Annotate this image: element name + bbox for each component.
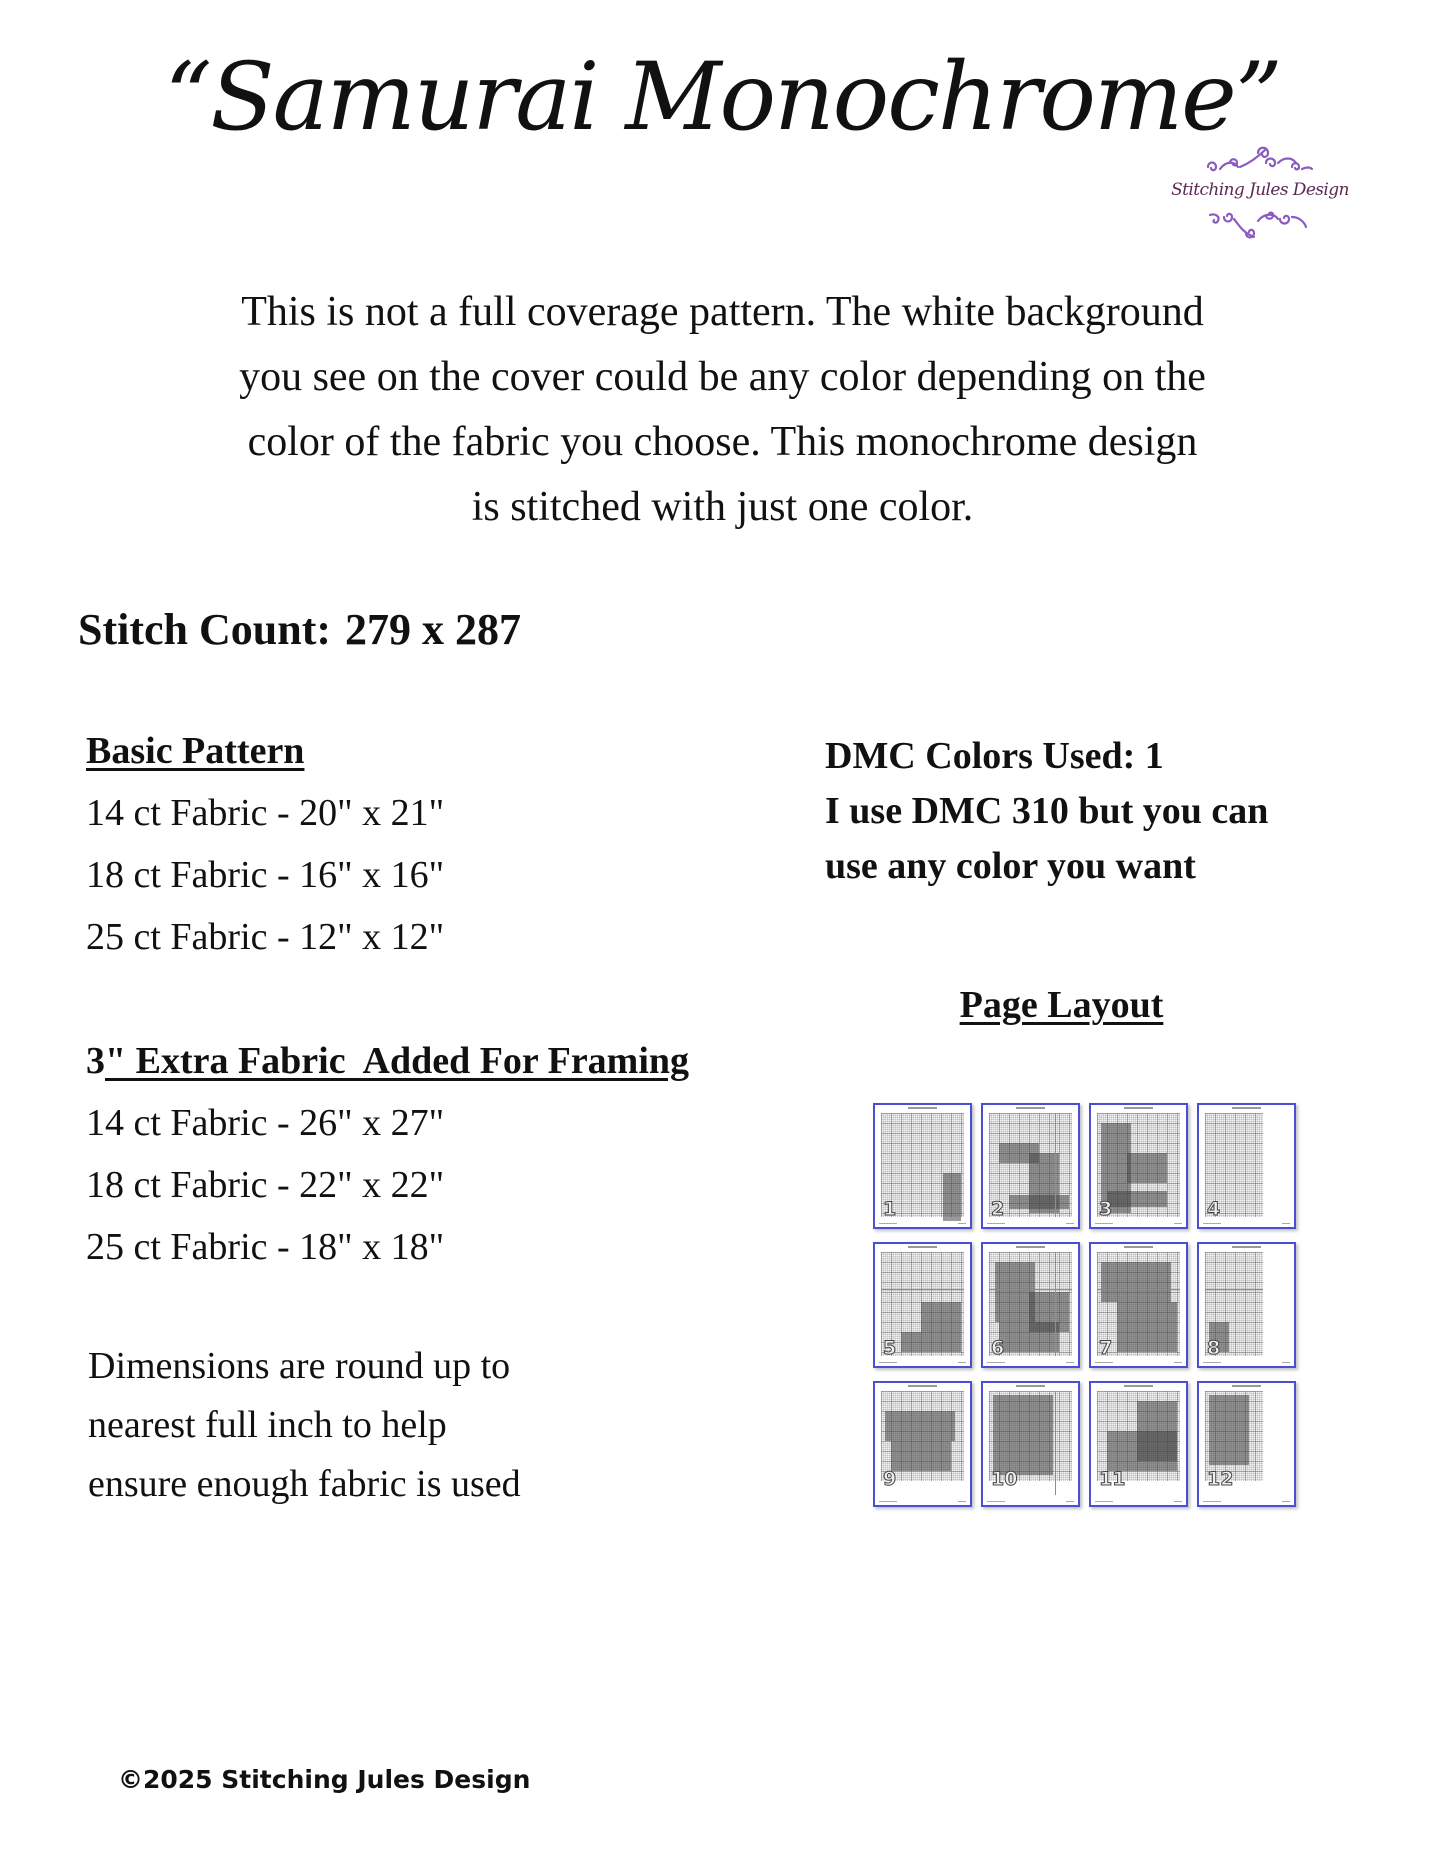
page-thumbnail xyxy=(1089,1381,1188,1507)
fabric-size-item: 18 ct Fabric - 16" x 16" xyxy=(86,854,445,896)
thumbnail-pattern-area xyxy=(901,1332,961,1352)
thumbnail-footer xyxy=(879,1501,966,1503)
stitch-count xyxy=(78,603,521,657)
thumbnail-footer xyxy=(1095,1223,1182,1225)
thumbnail-pattern-area xyxy=(921,1302,961,1332)
thumbnail-pattern-area xyxy=(943,1173,961,1221)
page-thumbnail xyxy=(981,1381,1080,1507)
dmc-line: DMC Colors Used: 1 xyxy=(825,735,1164,777)
page-number-label: 2 xyxy=(991,1198,1005,1220)
thumbnail-center-line xyxy=(881,1289,964,1290)
thumbnail-footer xyxy=(879,1223,966,1225)
thumbnail-pattern-area xyxy=(999,1322,1059,1352)
dimensions-note xyxy=(88,1337,521,1514)
thumbnail-footer xyxy=(1095,1501,1182,1503)
thumbnail-center-line xyxy=(1055,1113,1056,1217)
thumbnail-title-bar xyxy=(1199,1385,1294,1388)
thumbnail-title-bar xyxy=(983,1246,1078,1249)
intro-line: is stitched with just one color. xyxy=(471,484,974,530)
thumbnail-center-line xyxy=(1055,1252,1056,1356)
thumbnail-pattern-area xyxy=(1127,1153,1167,1183)
pattern-title: “Samurai Monochrome” xyxy=(164,43,1281,152)
page-thumbnail xyxy=(981,1242,1080,1368)
page-number-label: 12 xyxy=(1207,1468,1234,1490)
page-number-label: 6 xyxy=(991,1337,1005,1359)
page-number-label: 9 xyxy=(883,1468,897,1490)
stitch-count-value: 279 x 287 xyxy=(345,605,522,654)
intro-line: color of the fabric you choose. This monochrome design xyxy=(247,419,1198,465)
thumbnail-title-bar xyxy=(875,1385,970,1388)
thumbnail-footer xyxy=(1095,1362,1182,1364)
dmc-line: use any color you want xyxy=(825,845,1196,887)
extra-fabric-heading-prefix: 3 xyxy=(86,1040,105,1082)
page-thumbnail xyxy=(873,1103,972,1229)
page-thumbnail xyxy=(1197,1242,1296,1368)
thumbnail-pattern-area xyxy=(1209,1395,1249,1465)
dimensions-note-line: Dimensions are round up to xyxy=(88,1345,511,1387)
thumbnail-title-bar xyxy=(1091,1107,1186,1110)
fabric-size-item: 25 ct Fabric - 18" x 18" xyxy=(86,1226,445,1268)
page-thumbnail xyxy=(1089,1242,1188,1368)
thumbnail-pattern-area xyxy=(993,1395,1053,1475)
logo-swirl-bottom-icon xyxy=(1200,207,1320,243)
extra-fabric-heading-text: " Extra Fabric Added For Framing xyxy=(105,1040,690,1082)
page-number-label: 4 xyxy=(1207,1198,1221,1220)
stitch-count-label: Stitch Count: xyxy=(78,605,332,654)
thumbnail-pattern-area xyxy=(1101,1262,1171,1302)
thumbnail-center-line xyxy=(989,1289,1072,1290)
dimensions-note-line: nearest full inch to help xyxy=(88,1404,447,1446)
page-number-label: 8 xyxy=(1207,1337,1221,1359)
thumbnail-title-bar xyxy=(983,1107,1078,1110)
thumbnail-pattern-area xyxy=(891,1441,951,1471)
page-number-label: 3 xyxy=(1099,1198,1113,1220)
thumbnail-footer xyxy=(879,1362,966,1364)
brand-logo xyxy=(1160,135,1360,255)
thumbnail-pattern-area xyxy=(1107,1431,1177,1471)
page-number-label: 7 xyxy=(1099,1337,1113,1359)
thumbnail-title-bar xyxy=(1091,1246,1186,1249)
fabric-size-item: 14 ct Fabric - 26" x 27" xyxy=(86,1102,445,1144)
thumbnail-title-bar xyxy=(983,1385,1078,1388)
thumbnail-footer xyxy=(1203,1501,1290,1503)
thumbnail-footer xyxy=(987,1223,1074,1225)
logo-text: Stitching Jules Design xyxy=(1171,180,1349,200)
thumbnail-pattern-area xyxy=(1107,1191,1167,1207)
thumbnail-center-line xyxy=(1055,1391,1056,1495)
page-layout-heading: Page Layout xyxy=(959,984,1164,1026)
page-number-label: 1 xyxy=(883,1198,897,1220)
intro-paragraph xyxy=(120,280,1325,540)
page-thumbnail xyxy=(873,1381,972,1507)
thumbnail-pattern-area xyxy=(1117,1302,1177,1352)
thumbnail-pattern-area xyxy=(1009,1195,1069,1209)
dmc-line: I use DMC 310 but you can xyxy=(825,790,1269,832)
thumbnail-title-bar xyxy=(1199,1246,1294,1249)
page-thumbnail xyxy=(1089,1103,1188,1229)
thumbnail-footer xyxy=(1203,1223,1290,1225)
basic-pattern-section xyxy=(86,720,444,968)
intro-line: This is not a full coverage pattern. The white background xyxy=(241,289,1204,335)
thumbnail-title-bar xyxy=(875,1246,970,1249)
dimensions-note-line: ensure enough fabric is used xyxy=(88,1463,521,1505)
dmc-colors-info xyxy=(825,729,1268,894)
page-number-label: 11 xyxy=(1099,1468,1126,1490)
copyright-footer: ©2025 Stitching Jules Design xyxy=(118,1765,531,1794)
extra-fabric-heading xyxy=(86,1030,689,1092)
thumbnail-pattern-area xyxy=(885,1411,955,1441)
thumbnail-footer xyxy=(987,1501,1074,1503)
thumbnail-center-line xyxy=(1097,1289,1180,1290)
logo-swirl-top-icon xyxy=(1200,141,1320,177)
extra-fabric-section xyxy=(86,1030,689,1278)
thumbnail-title-bar xyxy=(875,1107,970,1110)
fabric-size-item: 18 ct Fabric - 22" x 22" xyxy=(86,1164,445,1206)
thumbnail-title-bar xyxy=(1199,1107,1294,1110)
thumbnail-title-bar xyxy=(1091,1385,1186,1388)
page-thumbnail xyxy=(873,1242,972,1368)
page-thumbnail xyxy=(1197,1103,1296,1229)
page-number-label: 10 xyxy=(991,1468,1018,1490)
fabric-size-item: 14 ct Fabric - 20" x 21" xyxy=(86,792,445,834)
page-layout-grid xyxy=(873,1103,1297,1511)
page-thumbnail xyxy=(981,1103,1080,1229)
thumbnail-footer xyxy=(987,1362,1074,1364)
thumbnail-footer xyxy=(1203,1362,1290,1364)
intro-line: you see on the cover could be any color depending on the xyxy=(239,354,1206,400)
basic-pattern-heading: Basic Pattern xyxy=(86,730,305,772)
fabric-size-item: 25 ct Fabric - 12" x 12" xyxy=(86,916,445,958)
page-number-label: 5 xyxy=(883,1337,897,1359)
thumbnail-center-line xyxy=(1205,1289,1263,1290)
page-thumbnail xyxy=(1197,1381,1296,1507)
